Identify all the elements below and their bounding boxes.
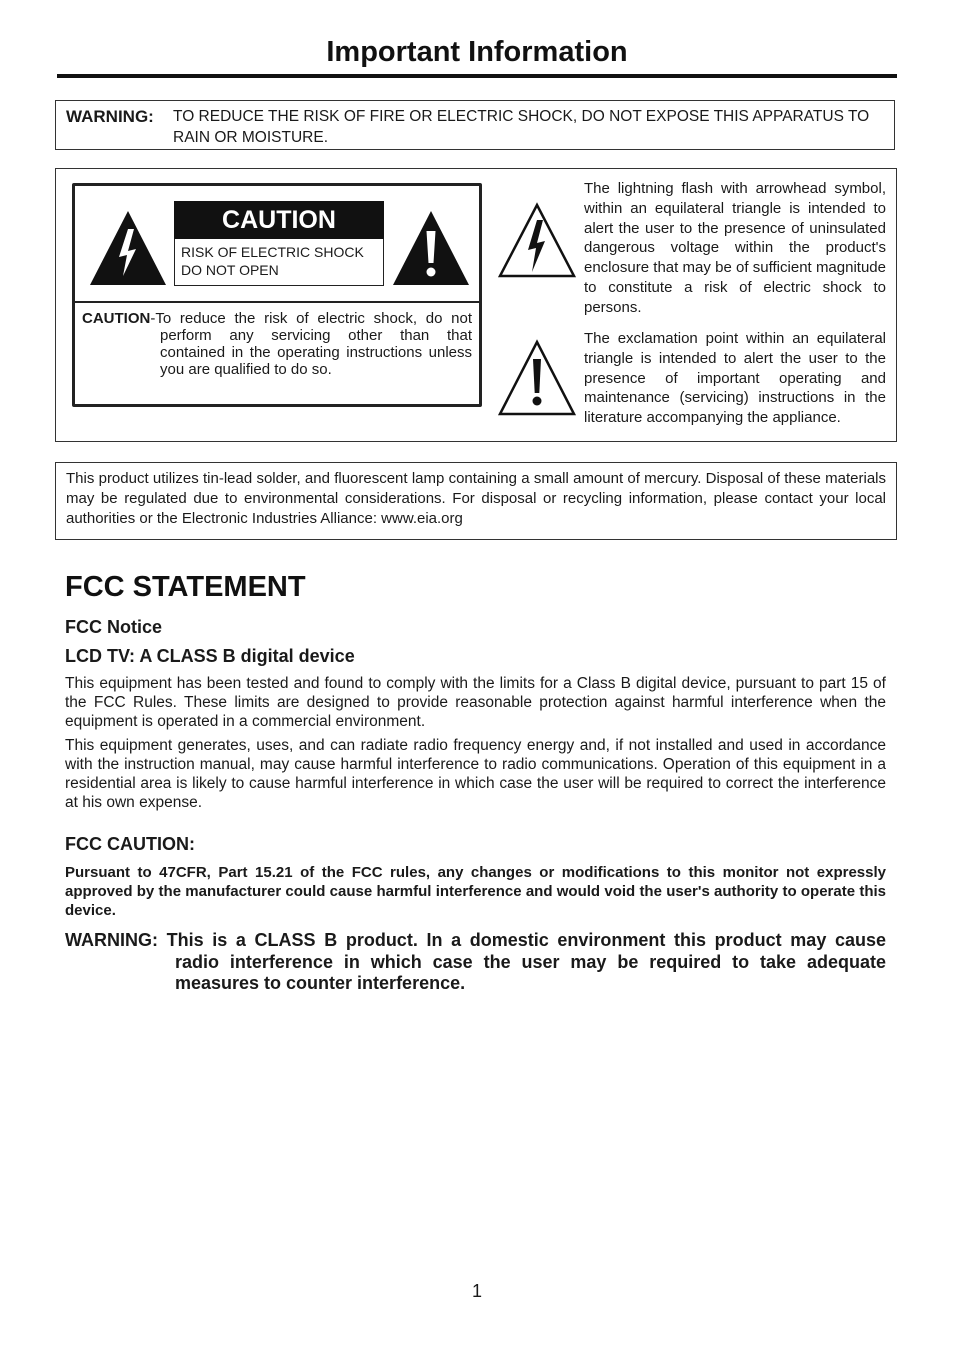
caution-heading: CAUTION xyxy=(174,201,384,239)
caution-para-label: CAUTION xyxy=(82,310,151,327)
lightning-symbol-text: The lightning flash with arrowhead symbol, within an equilateral triangle is intended to alert the user to the presence of uninsulated dangerous voltage within the product's enclosure that may be of sufficient magnitude to constitute a risk of electric shock to persons. xyxy=(584,180,886,316)
caution-subtext xyxy=(174,239,384,286)
caution-para-rest: perform any servicing other than that contained in the operating instructions unless you are qualified to do so. xyxy=(160,327,472,378)
fcc-notice-heading: FCC Notice xyxy=(65,617,163,637)
caution-frame-divider xyxy=(75,301,479,303)
caution-sub-line2: DO NOT OPEN xyxy=(181,262,279,278)
disposal-notice: This product utilizes tin-lead solder, and fluorescent lamp containing a small amount of mercury. Disposal of these materials may be regulated due to environmental considerations. For disposal or recycling information, please contact your local authorities or the Electronic Industries Alliance: www.eia.org xyxy=(55,462,897,540)
exclamation-symbol-icon xyxy=(497,339,577,417)
lightning-symbol-icon xyxy=(497,202,577,279)
exclamation-symbol-text: The exclamation point within an equilateral triangle is intended to alert the user to the presence of important operating and maintenance (servicing) instructions in the literature accompanying the appliance. xyxy=(584,330,886,427)
caution-section xyxy=(55,168,897,442)
fcc-paragraph-1: This equipment has been tested and found to comply with the limits for a Class B digital device, pursuant to part 15 of the FCC Rules. These limits are designed to provide reasonable protection against harmful interference when the equipment is operated in a commercial environment. xyxy=(65,675,886,730)
fcc-paragraph-2: This equipment generates, uses, and can radiate radio frequency energy and, if not installed and used in accordance with the instruction manual, may cause harmful interference to radio communications. Operation of this equipment in a residential area is likely to cause harmful interference in which case the user will be required to correct the interference at his own expense. xyxy=(65,737,886,811)
class-b-warning-rest: radio interference in which case the user may be required to take adequate measures to counter interference. xyxy=(175,951,886,993)
warning-box xyxy=(55,100,895,150)
page-title: Important Information xyxy=(326,36,628,68)
class-b-warning xyxy=(65,930,886,995)
page-number: 1 xyxy=(471,1281,482,1301)
exclamation-warning-icon xyxy=(391,209,471,287)
class-b-warning-line1: WARNING: This is a CLASS B product. In a domestic environment this product may cause xyxy=(65,930,886,950)
warning-label: WARNING: xyxy=(66,107,154,126)
fcc-caution-text: Pursuant to 47CFR, Part 15.21 of the FCC rules, any changes or modifications to this monitor not expressly approved by the manufacturer could cause harmful interference and would void the user's authority to operate this device. xyxy=(65,864,886,919)
caution-sub-line1: RISK OF ELECTRIC SHOCK xyxy=(181,244,364,260)
caution-para-line1: -To reduce the risk of electric shock, do not xyxy=(150,310,472,327)
fcc-statement-heading: FCC STATEMENT xyxy=(65,571,306,603)
caution-paragraph xyxy=(82,310,472,378)
caution-label-frame xyxy=(72,183,482,407)
warning-text: TO REDUCE THE RISK OF FIRE OR ELECTRIC SHOCK, DO NOT EXPOSE THIS APPARATUS TO RAIN OR MOISTURE. xyxy=(173,108,870,146)
lightning-warning-icon xyxy=(88,209,168,287)
fcc-caution-heading: FCC CAUTION: xyxy=(65,834,195,854)
device-class-heading: LCD TV: A CLASS B digital device xyxy=(65,646,355,666)
title-rule xyxy=(57,74,897,78)
